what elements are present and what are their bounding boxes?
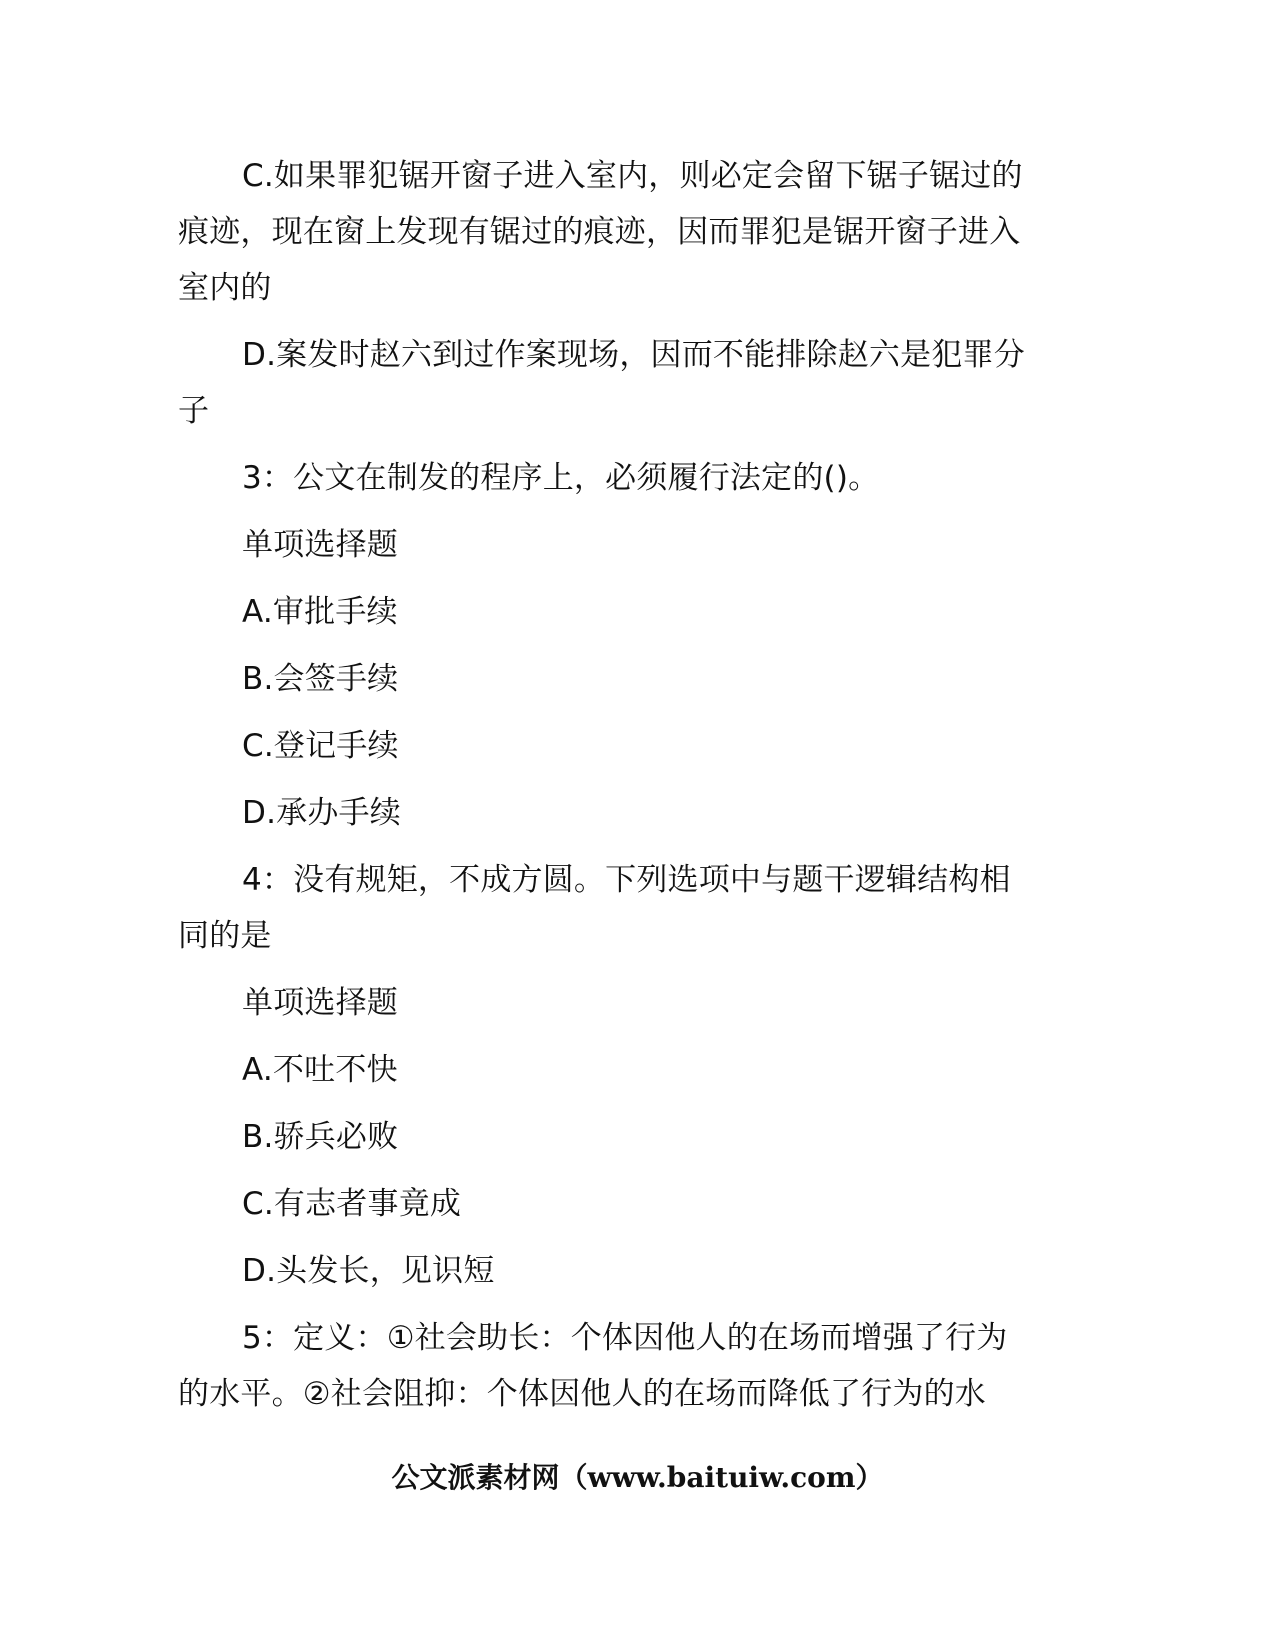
option-a: A.不吐不快 bbox=[242, 1052, 398, 1088]
question-3: 3：公文在制发的程序上，必须履行法定的()。 bbox=[242, 460, 880, 496]
option-c: C.有志者事竟成 bbox=[242, 1186, 462, 1222]
question-type-label: 单项选择题 bbox=[242, 985, 398, 1021]
paragraph-option-c: C.如果罪犯锯开窗子进入室内，则必定会留下锯子锯过的痕迹，现在窗上发现有锯过的痕迹，因而罪犯是锯开窗子进入室内的 bbox=[178, 158, 1023, 306]
page-footer: 公文派素材网（www.baituiw.com） bbox=[391, 1461, 884, 1494]
question-4: 4：没有规矩，不成方圆。下列选项中与题干逻辑结构相同的是 bbox=[178, 862, 1011, 954]
option-c: C.登记手续 bbox=[242, 728, 399, 764]
option-a: A.审批手续 bbox=[242, 594, 398, 630]
question-type-label: 单项选择题 bbox=[242, 527, 398, 563]
question-5: 5：定义：①社会助长：个体因他人的在场而增强了行为的水平。②社会阻抑：个体因他人的在场而降低了行为的水 bbox=[178, 1320, 1008, 1412]
document-body bbox=[178, 148, 1038, 1433]
option-b: B.会签手续 bbox=[242, 661, 399, 697]
option-b: B.骄兵必败 bbox=[242, 1119, 399, 1155]
option-d: D.承办手续 bbox=[242, 795, 401, 831]
option-d: D.头发长，见识短 bbox=[242, 1253, 495, 1289]
paragraph-option-d: D.案发时赵六到过作案现场，因而不能排除赵六是犯罪分子 bbox=[178, 337, 1025, 429]
